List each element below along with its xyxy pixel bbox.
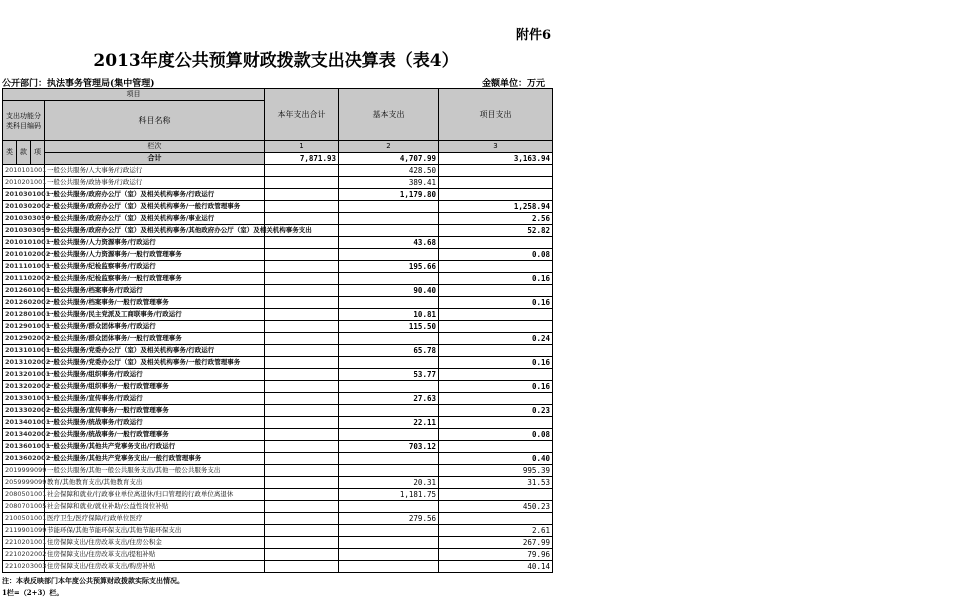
row-name: 住房保障支出/住房改革支出/提租补贴	[45, 549, 265, 561]
row-total	[265, 393, 339, 405]
row-code: 2010302002	[3, 201, 45, 213]
row-total	[265, 501, 339, 513]
row-name: 一般公共服务/统战事务/行政运行	[45, 417, 265, 429]
row-basic: 27.63	[339, 393, 439, 405]
row-name: 一般公共服务/其他一般公共服务支出/其他一般公共服务支出	[45, 465, 265, 477]
table-row	[3, 525, 553, 537]
row-basic: 428.50	[339, 165, 439, 177]
row-total	[265, 549, 339, 561]
row-name: 社会保障和就业/行政事业单位离退休/归口管理的行政单位离退休	[45, 489, 265, 501]
row-basic	[339, 453, 439, 465]
row-total	[265, 213, 339, 225]
row-total	[265, 357, 339, 369]
row-name: 住房保障支出/住房改革支出/住房公积金	[45, 537, 265, 549]
row-total	[265, 561, 339, 573]
row-code: 2013302002	[3, 405, 45, 417]
page-title: 2013年度公共预算财政拨款支出决算表（表4）	[93, 51, 459, 71]
table-row	[3, 441, 553, 453]
row-total	[265, 441, 339, 453]
row-basic	[339, 549, 439, 561]
row-code: 2010101001	[3, 165, 45, 177]
table-row	[3, 321, 553, 333]
row-total	[265, 201, 339, 213]
row-name: 一般公共服务/政府办公厅（室）及相关机构事务/事业运行	[45, 213, 265, 225]
table-row	[3, 453, 553, 465]
header-col-project: 项目支出	[439, 89, 553, 141]
row-code: 2012901001	[3, 321, 45, 333]
row-code: 2013301001	[3, 393, 45, 405]
row-project: 52.82	[439, 225, 553, 237]
header-xiang: 项	[31, 141, 45, 165]
unit-label: 金额单位：万元	[482, 79, 546, 89]
row-project	[439, 513, 553, 525]
row-code: 2059999099	[3, 477, 45, 489]
row-total	[265, 273, 339, 285]
row-basic	[339, 249, 439, 261]
row-basic	[339, 465, 439, 477]
row-code: 2010201001	[3, 177, 45, 189]
row-total	[265, 465, 339, 477]
table-row	[3, 189, 553, 201]
table-row	[3, 249, 553, 261]
row-project	[439, 285, 553, 297]
row-total	[265, 429, 339, 441]
row-project: 0.16	[439, 357, 553, 369]
row-name: 一般公共服务/其他共产党事务支出/一般行政管理事务	[45, 453, 265, 465]
row-name: 一般公共服务/党委办公厅（室）及相关机构事务/一般行政管理事务	[45, 357, 265, 369]
table-row	[3, 273, 553, 285]
table-row	[3, 177, 553, 189]
sum-total: 7,871.93	[265, 153, 339, 165]
row-total	[265, 249, 339, 261]
row-project	[439, 321, 553, 333]
row-name: 一般公共服务/党委办公厅（室）及相关机构事务/行政运行	[45, 345, 265, 357]
row-total	[265, 321, 339, 333]
row-basic	[339, 225, 439, 237]
row-total	[265, 285, 339, 297]
row-project	[439, 189, 553, 201]
row-code: 2210201001	[3, 537, 45, 549]
row-total	[265, 345, 339, 357]
row-name: 一般公共服务/人力资源事务/行政运行	[45, 237, 265, 249]
row-project	[439, 165, 553, 177]
row-basic	[339, 357, 439, 369]
row-total	[265, 525, 339, 537]
row-code: 2013401001	[3, 417, 45, 429]
row-code: 2010101001	[3, 237, 45, 249]
department-label: 公开部门：执法事务管理局(集中管理)	[2, 79, 155, 89]
row-total	[265, 477, 339, 489]
header-col-total: 本年支出合计	[265, 89, 339, 141]
table-row	[3, 405, 553, 417]
row-code: 2012902002	[3, 333, 45, 345]
table-row	[3, 357, 553, 369]
row-project: 0.08	[439, 249, 553, 261]
row-name: 一般公共服务/组织事务/行政运行	[45, 369, 265, 381]
table-row	[3, 429, 553, 441]
table-row	[3, 537, 553, 549]
table-row	[3, 465, 553, 477]
row-project: 2.56	[439, 213, 553, 225]
row-project	[439, 237, 553, 249]
header-col-no: 栏次	[45, 141, 265, 153]
row-name: 一般公共服务/人力资源事务/一般行政管理事务	[45, 249, 265, 261]
row-basic	[339, 429, 439, 441]
row-code: 2210202002	[3, 549, 45, 561]
row-code: 2013602002	[3, 453, 45, 465]
row-code: 2013101001	[3, 345, 45, 357]
table-row	[3, 477, 553, 489]
row-project	[439, 417, 553, 429]
table-row	[3, 213, 553, 225]
row-name: 医疗卫生/医疗保障/行政单位医疗	[45, 513, 265, 525]
table-row	[3, 201, 553, 213]
row-basic: 65.78	[339, 345, 439, 357]
row-project: 0.23	[439, 405, 553, 417]
row-code: 2013102002	[3, 357, 45, 369]
row-code: 2011102002	[3, 273, 45, 285]
sum-label: 合计	[45, 153, 265, 165]
row-code: 2012601001	[3, 285, 45, 297]
row-name: 节能环保/其他节能环保支出/其他节能环保支出	[45, 525, 265, 537]
row-total	[265, 381, 339, 393]
header-lei: 类	[3, 141, 17, 165]
row-code: 2210203003	[3, 561, 45, 573]
row-basic	[339, 297, 439, 309]
expenditure-table	[2, 88, 553, 573]
table-row	[3, 381, 553, 393]
row-basic: 703.12	[339, 441, 439, 453]
row-project	[439, 177, 553, 189]
table-row	[3, 549, 553, 561]
row-name: 一般公共服务/纪检监察事务/一般行政管理事务	[45, 273, 265, 285]
header-item: 项目	[3, 89, 265, 101]
attachment-label: 附件6	[516, 28, 552, 43]
row-basic: 1,179.80	[339, 189, 439, 201]
header-func-code: 支出功能分类科目编码	[3, 101, 45, 141]
header-kuan: 款	[17, 141, 31, 165]
row-total	[265, 513, 339, 525]
row-project: 79.96	[439, 549, 553, 561]
table-row	[3, 237, 553, 249]
row-basic: 22.11	[339, 417, 439, 429]
row-name: 一般公共服务/统战事务/一般行政管理事务	[45, 429, 265, 441]
header-no1: 1	[265, 141, 339, 153]
sum-basic: 4,707.99	[339, 153, 439, 165]
row-code: 2013201001	[3, 369, 45, 381]
row-basic: 389.41	[339, 177, 439, 189]
row-name: 一般公共服务/档案事务/一般行政管理事务	[45, 297, 265, 309]
row-code: 2019999099	[3, 465, 45, 477]
row-name: 一般公共服务/纪检监察事务/行政运行	[45, 261, 265, 273]
row-name: 一般公共服务/群众团体事务/一般行政管理事务	[45, 333, 265, 345]
row-project	[439, 369, 553, 381]
row-project	[439, 441, 553, 453]
row-basic: 195.66	[339, 261, 439, 273]
table-row	[3, 261, 553, 273]
row-total	[265, 333, 339, 345]
row-basic	[339, 561, 439, 573]
row-project: 0.16	[439, 273, 553, 285]
row-total	[265, 537, 339, 549]
row-total	[265, 309, 339, 321]
row-name: 一般公共服务/组织事务/一般行政管理事务	[45, 381, 265, 393]
row-project: 450.23	[439, 501, 553, 513]
row-basic	[339, 381, 439, 393]
row-project: 0.16	[439, 297, 553, 309]
row-total	[265, 405, 339, 417]
header-col-basic: 基本支出	[339, 89, 439, 141]
row-code: 2013202002	[3, 381, 45, 393]
row-name: 一般公共服务/档案事务/行政运行	[45, 285, 265, 297]
row-basic	[339, 537, 439, 549]
table-row	[3, 225, 553, 237]
row-code: 2100501001	[3, 513, 45, 525]
row-name: 一般公共服务/群众团体事务/行政运行	[45, 321, 265, 333]
header-no3: 3	[439, 141, 553, 153]
row-basic: 115.50	[339, 321, 439, 333]
row-name: 一般公共服务/其他共产党事务支出/行政运行	[45, 441, 265, 453]
row-name: 一般公共服务/宣传事务/行政运行	[45, 393, 265, 405]
row-code: 2119901099	[3, 525, 45, 537]
row-name: 一般公共服务/政府办公厅（室）及相关机构事务/行政运行	[45, 189, 265, 201]
row-basic: 90.40	[339, 285, 439, 297]
row-name: 住房保障支出/住房改革支出/购房补贴	[45, 561, 265, 573]
row-project: 0.24	[439, 333, 553, 345]
row-basic	[339, 273, 439, 285]
row-total	[265, 189, 339, 201]
row-total	[265, 489, 339, 501]
note-line-1: 注：本表反映部门本年度公共预算财政拨款实际支出情况。	[2, 576, 184, 585]
table-row	[3, 333, 553, 345]
table-row	[3, 489, 553, 501]
row-code: 2010303099	[3, 225, 45, 237]
row-project: 1,258.94	[439, 201, 553, 213]
table-row	[3, 417, 553, 429]
row-code: 2010301001	[3, 189, 45, 201]
row-code: 2013402002	[3, 429, 45, 441]
note-line-2: 1栏=（2+3）栏。	[2, 588, 64, 597]
table-row	[3, 501, 553, 513]
row-name: 一般公共服务/政府办公厅（室）及相关机构事务/其他政府办公厅（室）及相关机构事务支出	[45, 225, 265, 237]
table-row	[3, 369, 553, 381]
row-total	[265, 453, 339, 465]
table-row	[3, 309, 553, 321]
header-name: 科目名称	[45, 101, 265, 141]
row-code: 2011101001	[3, 261, 45, 273]
row-project: 267.99	[439, 537, 553, 549]
table-row	[3, 165, 553, 177]
table-row	[3, 345, 553, 357]
row-total	[265, 369, 339, 381]
row-basic	[339, 201, 439, 213]
row-code: 2010102002	[3, 249, 45, 261]
sum-project: 3,163.94	[439, 153, 553, 165]
row-basic	[339, 333, 439, 345]
row-name: 一般公共服务/民主党派及工商联事务/行政运行	[45, 309, 265, 321]
row-project: 995.39	[439, 465, 553, 477]
row-code: 2012801001	[3, 309, 45, 321]
row-total	[265, 165, 339, 177]
row-project: 40.14	[439, 561, 553, 573]
table-row	[3, 513, 553, 525]
row-basic: 279.56	[339, 513, 439, 525]
row-total	[265, 177, 339, 189]
row-name: 教育/其他教育支出/其他教育支出	[45, 477, 265, 489]
table-row	[3, 393, 553, 405]
row-total	[265, 297, 339, 309]
row-project: 0.16	[439, 381, 553, 393]
row-name: 一般公共服务/政府办公厅（室）及相关机构事务/一般行政管理事务	[45, 201, 265, 213]
table-row	[3, 285, 553, 297]
row-project: 2.61	[439, 525, 553, 537]
header-no2: 2	[339, 141, 439, 153]
row-basic	[339, 213, 439, 225]
row-basic: 10.81	[339, 309, 439, 321]
row-code: 2080501001	[3, 489, 45, 501]
row-name: 一般公共服务/人大事务/行政运行	[45, 165, 265, 177]
row-project	[439, 393, 553, 405]
row-project: 0.08	[439, 429, 553, 441]
row-total	[265, 417, 339, 429]
row-name: 一般公共服务/宣传事务/一般行政管理事务	[45, 405, 265, 417]
row-code: 2080701005	[3, 501, 45, 513]
row-basic	[339, 501, 439, 513]
row-code: 2012602002	[3, 297, 45, 309]
row-basic: 53.77	[339, 369, 439, 381]
row-basic	[339, 525, 439, 537]
row-project	[439, 261, 553, 273]
row-total	[265, 237, 339, 249]
row-project	[439, 309, 553, 321]
row-basic: 20.31	[339, 477, 439, 489]
row-basic	[339, 405, 439, 417]
row-basic: 43.68	[339, 237, 439, 249]
table-row	[3, 297, 553, 309]
row-code: 2010303050	[3, 213, 45, 225]
row-basic: 1,181.75	[339, 489, 439, 501]
row-project	[439, 489, 553, 501]
table-row	[3, 561, 553, 573]
row-project: 31.53	[439, 477, 553, 489]
row-project	[439, 345, 553, 357]
row-code: 2013601001	[3, 441, 45, 453]
row-name: 一般公共服务/政协事务/行政运行	[45, 177, 265, 189]
row-name: 社会保障和就业/就业补助/公益性岗位补贴	[45, 501, 265, 513]
row-project: 0.40	[439, 453, 553, 465]
row-total	[265, 261, 339, 273]
